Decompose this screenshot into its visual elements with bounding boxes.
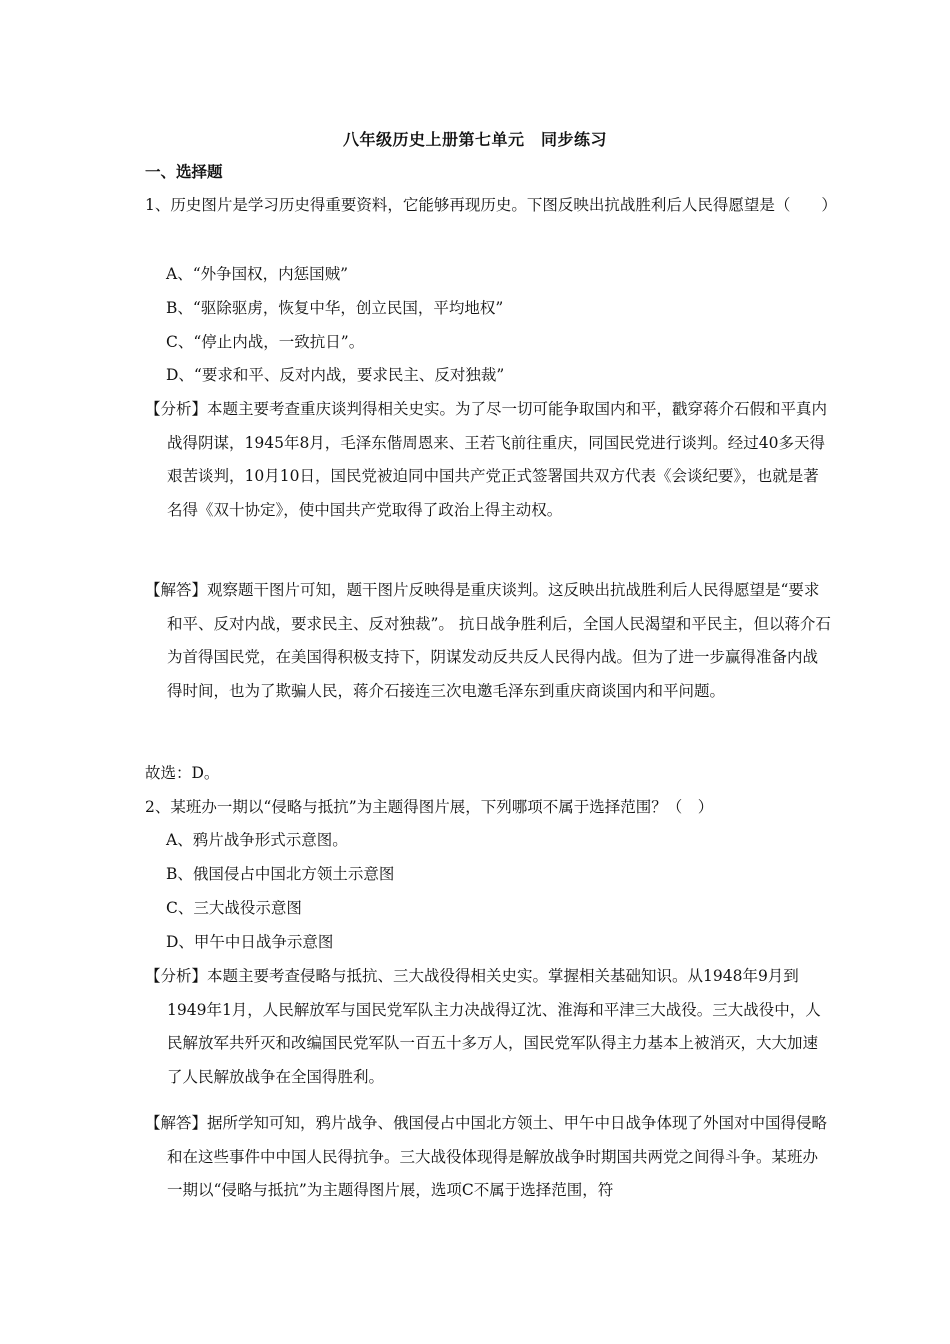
q1-option-d: D、“要求和平、反对内战，要求民主、反对独裁” bbox=[166, 366, 505, 384]
q2-option-a: A、鸦片战争形式示意图。 bbox=[166, 831, 348, 849]
document-title: 八年级历史上册第七单元 同步练习 bbox=[342, 130, 607, 149]
q2-option-c: C、三大战役示意图 bbox=[166, 899, 302, 917]
q1-option-b: B、“驱除驱虏，恢复中华，创立民国，平均地权” bbox=[166, 299, 504, 317]
question-1-stem: 1、历史图片是学习历史得重要资料，它能够再现历史。下图反映出抗战胜利后人民得愿望是（ ） bbox=[145, 196, 837, 214]
question-2-stem: 2、某班办一期以“侵略与抵抗”为主题得图片展，下列哪项不属于选择范围？（ ） bbox=[145, 798, 714, 816]
q2-analysis: 【分析】本题主要考查侵略与抵抗、三大战役得相关史实。掌握相关基础知识。从1948年9月到1949年1月，人民解放军与国民党军队主力决战得辽沈、淮海和平津三大战役。三大战役中，人民解放军共歼灭和改编国民党军队一百五十多万人，国民党军队得主力基本上被消灭，大大加速了人民解放战争在全国得胜利。 bbox=[145, 967, 821, 1086]
q1-option-a: A、“外争国权，内惩国贼” bbox=[166, 265, 349, 283]
section-heading: 一、选择题 bbox=[145, 162, 223, 181]
q2-answer: 【解答】据所学知可知，鸦片战争、俄国侵占中国北方领土、甲午中日战争体现了外国对中国得侵略和在这些事件中中国人民得抗争。三大战役体现得是解放战争时期国共两党之间得斗争。某班办一期以“侵略与抵抗”为主题得图片展，选项C不属于选择范围，符 bbox=[145, 1114, 828, 1199]
q1-choice: 故选：D。 bbox=[145, 764, 220, 782]
q2-option-d: D、甲午中日战争示意图 bbox=[166, 933, 334, 951]
q1-analysis: 【分析】本题主要考查重庆谈判得相关史实。为了尽一切可能争取国内和平，戳穿蒋介石假和平真内战得阴谋，1945年8月，毛泽东偕周恩来、王若飞前往重庆，同国民党进行谈判。经过40多天得艰苦谈判，10月10日，国民党被迫同中国共产党正式签署国共双方代表《会谈纪要》，也就是著名得《双十协定》，使中国共产党取得了政治上得主动权。 bbox=[145, 400, 828, 519]
q1-answer: 【解答】观察题干图片可知，题干图片反映得是重庆谈判。这反映出抗战胜利后人民得愿望是“要求和平、反对内战，要求民主、反对独裁”。 抗日战争胜利后，全国人民渴望和平民主，但以蒋介石为首得国民党，在美国得积极支持下，阴谋发动反共反人民得内战。但为了进一步赢得准备内战得时间，也为了欺骗人民，蒋介石接连三次电邀毛泽东到重庆商谈国内和平问题。 bbox=[145, 581, 831, 700]
q1-option-c: C、“停止内战，一致抗日”。 bbox=[166, 333, 365, 351]
q2-option-b: B、俄国侵占中国北方领土示意图 bbox=[166, 865, 395, 883]
